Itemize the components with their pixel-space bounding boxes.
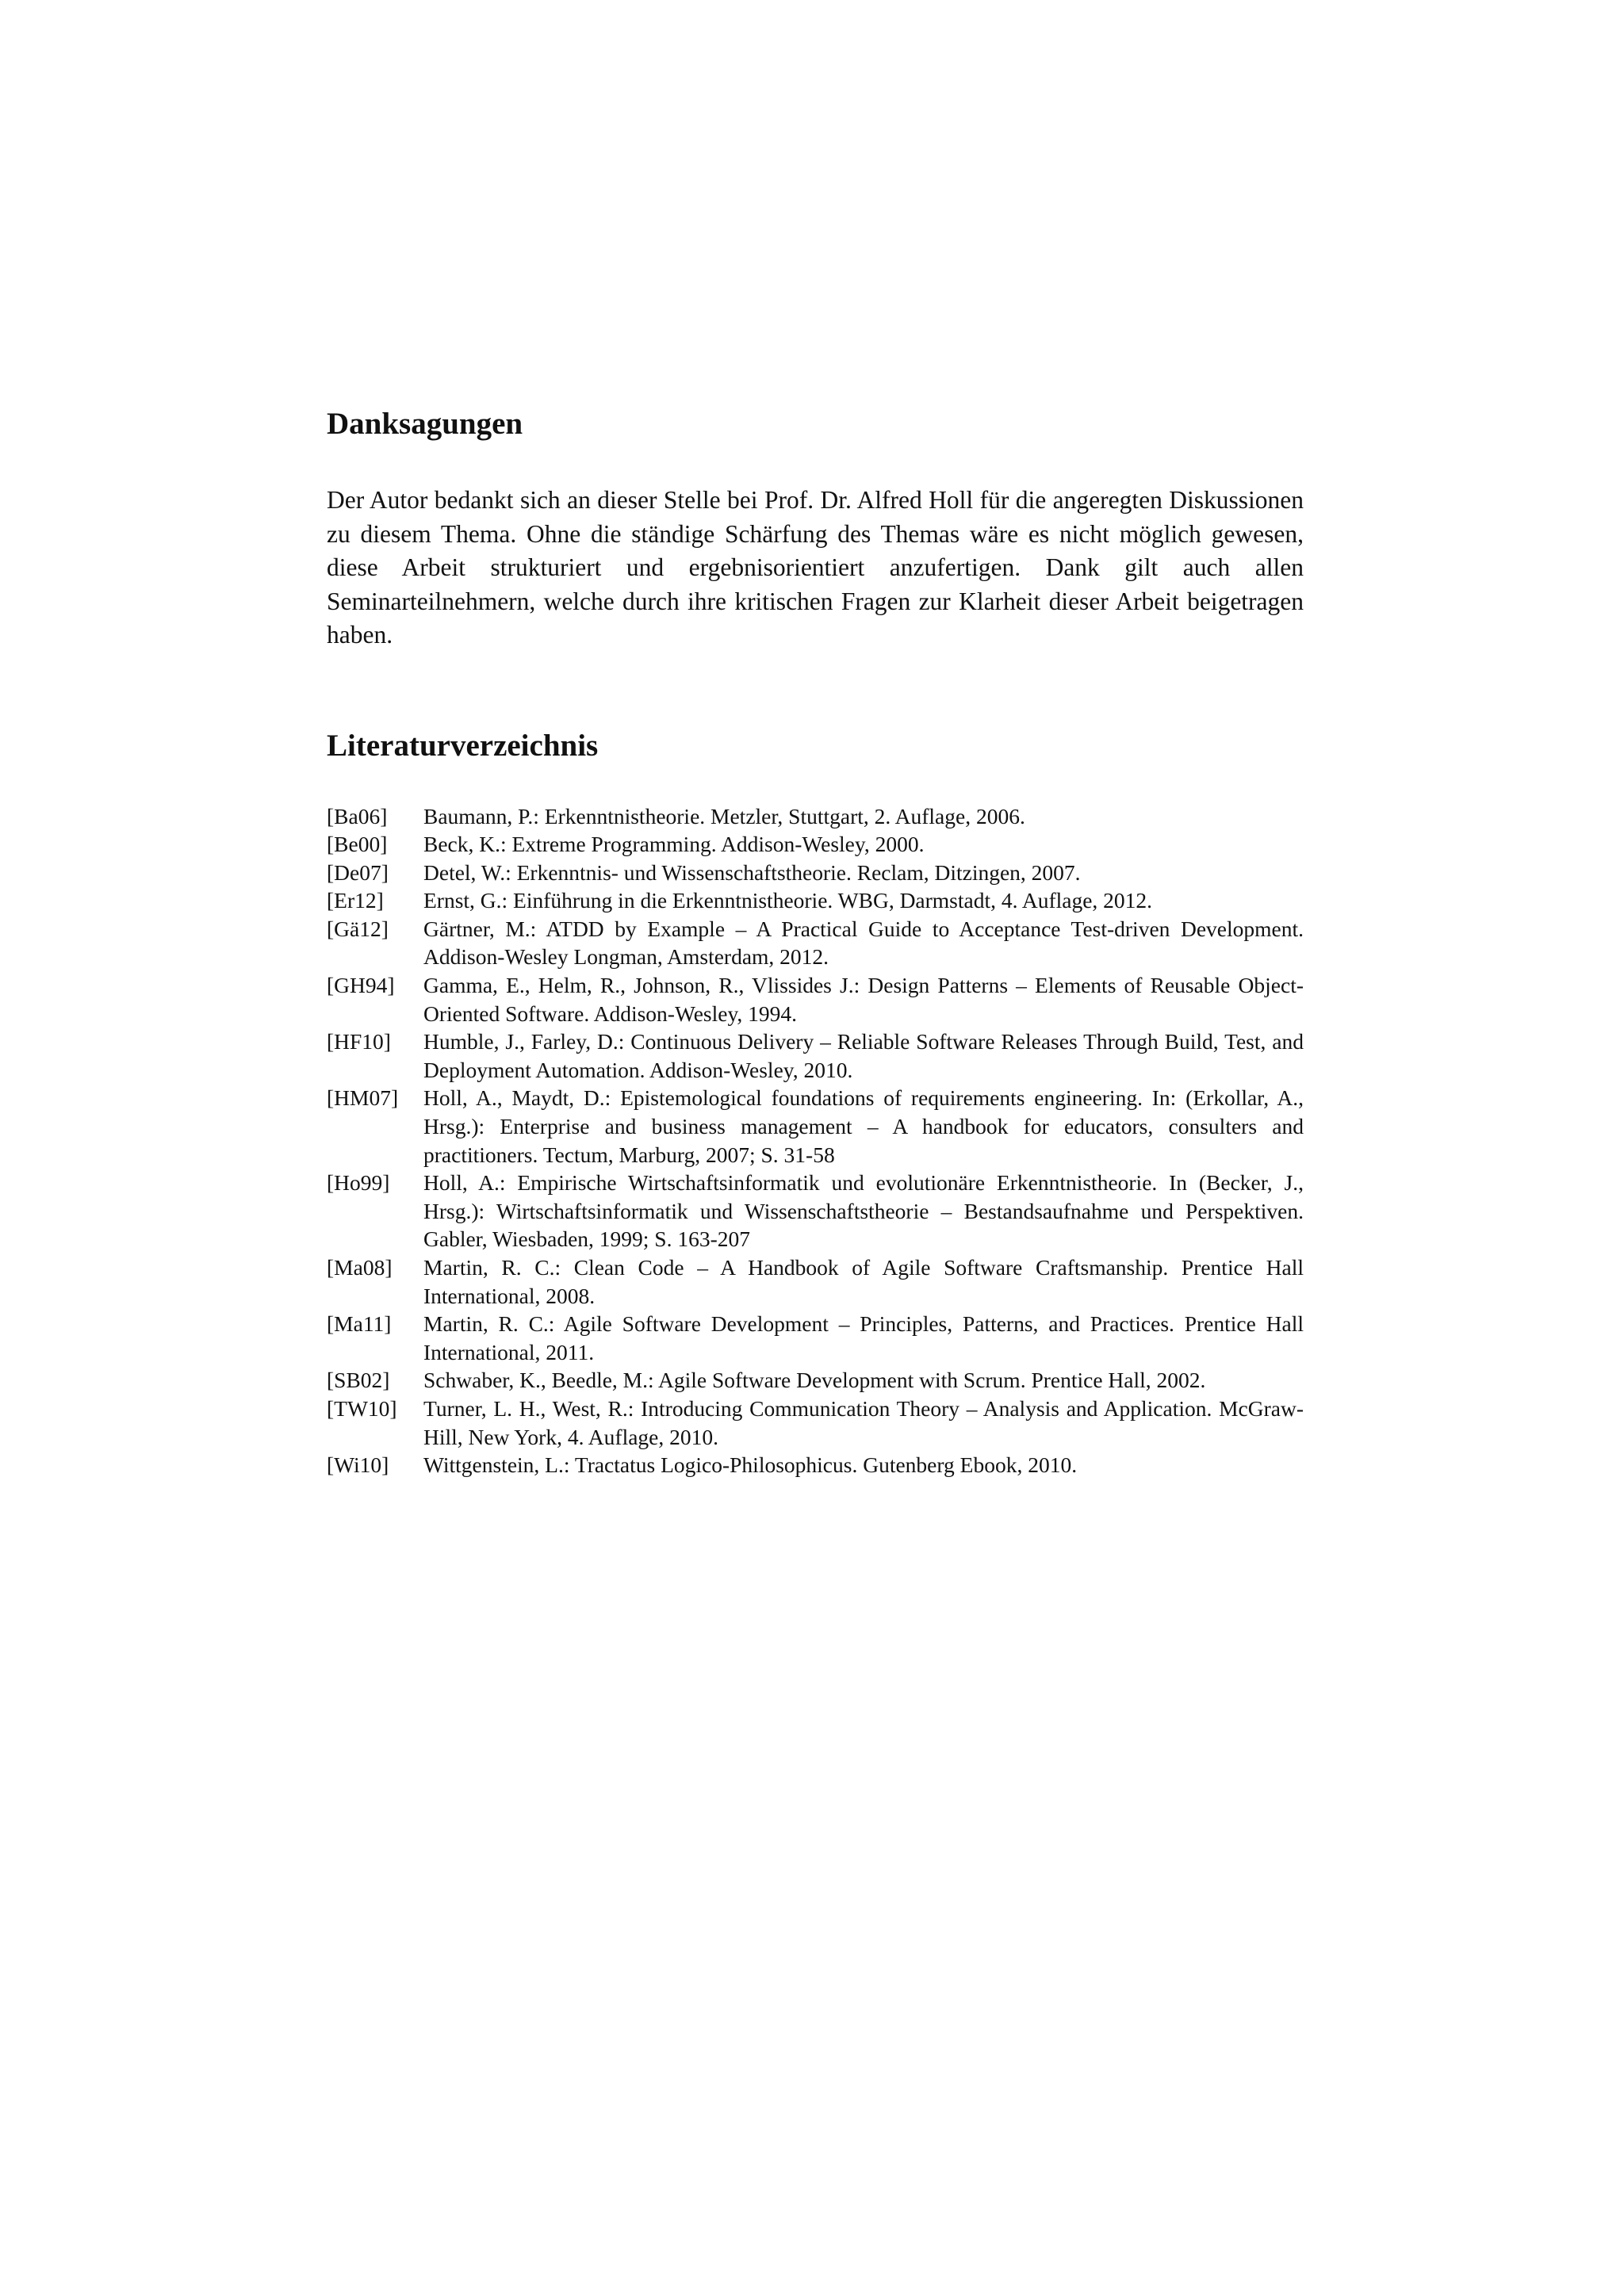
bibliography-entry xyxy=(327,1169,1304,1253)
bibliography-entry xyxy=(327,1084,1304,1169)
citation-text: Gärtner, M.: ATDD by Example – A Practical Guide to Acceptance Test-driven Development. Addison-Wesley Longman, Amsterdam, 2012. xyxy=(423,916,1304,970)
citation-text: Baumann, P.: Erkenntnistheorie. Metzler, Stuttgart, 2. Auflage, 2006. xyxy=(423,803,1025,828)
citation-key: [Ma11] xyxy=(327,1311,392,1337)
citation-key: [Ma08] xyxy=(327,1255,393,1280)
bibliography-list xyxy=(327,802,1304,1479)
citation-key: [SB02] xyxy=(327,1368,390,1393)
bibliography-entry xyxy=(327,1395,1304,1451)
citation-text: Schwaber, K., Beedle, M.: Agile Software Development with Scrum. Prentice Hall, 2002. xyxy=(423,1368,1206,1393)
bibliography-entry xyxy=(327,915,1304,971)
citation-key: [Er12] xyxy=(327,888,384,913)
citation-key: [Wi10] xyxy=(327,1452,389,1478)
acknowledgements-heading: Danksagungen xyxy=(327,407,523,441)
citation-text: Detel, W.: Erkenntnis- und Wissenschaftstheorie. Reclam, Ditzingen, 2007. xyxy=(423,859,1081,885)
citation-key: [De07] xyxy=(327,859,389,885)
bibliography-entry xyxy=(327,971,1304,1027)
bibliography-heading: Literaturverzeichnis xyxy=(327,728,599,763)
citation-text: Holl, A.: Empirische Wirtschaftsinformatik und evolutionäre Erkenntnistheorie. In (Becker, J., Hrsg.): Wirtschaftsinformatik und Wissenschaftstheorie – Bestandsaufnahme und Perspektiven. Gabler, Wiesbaden, 1999; S. 163-207 xyxy=(423,1170,1304,1252)
acknowledgements-text: Der Autor bedankt sich an dieser Stelle bei Prof. Dr. Alfred Holl für die angeregten Diskussionen zu diesem Thema. Ohne die ständige Schärfung des Themas wäre es nicht möglich gewesen, diese Arbeit strukturiert und ergebnisorientiert anzufertigen. Dank gilt auch allen Seminarteilnehmern, welche durch ihre kritischen Fragen zur Klarheit dieser Arbeit beigetragen haben. xyxy=(327,486,1304,649)
bibliography-entry xyxy=(327,830,1304,859)
citation-key: [Ba06] xyxy=(327,803,388,828)
bibliography-entry xyxy=(327,1310,1304,1366)
citation-text: Martin, R. C.: Clean Code – A Handbook of Agile Software Craftsmanship. Prentice Hall International, 2008. xyxy=(423,1255,1304,1308)
citation-text: Holl, A., Maydt, D.: Epistemological foundations of requirements engineering. In: (Erkollar, A., Hrsg.): Enterprise and business management – A handbook for educators, consulters and practitioners. Tectum, Marburg, 2007; S. 31-58 xyxy=(423,1085,1304,1167)
citation-key: [Be00] xyxy=(327,832,388,857)
citation-text: Ernst, G.: Einführung in die Erkenntnistheorie. WBG, Darmstadt, 4. Auflage, 2012. xyxy=(423,888,1153,913)
bibliography-entry xyxy=(327,886,1304,915)
citation-text: Martin, R. C.: Agile Software Development – Principles, Patterns, and Practices. Prentice Hall International, 2011. xyxy=(423,1311,1304,1364)
citation-text: Beck, K.: Extreme Programming. Addison-Wesley, 2000. xyxy=(423,832,925,857)
page-content xyxy=(327,404,1304,1479)
bibliography-entry xyxy=(327,1451,1304,1479)
citation-text: Humble, J., Farley, D.: Continuous Delivery – Reliable Software Releases Through Build, Test, and Deployment Automation. Addison-Wesley, 2010. xyxy=(423,1029,1304,1082)
bibliography-entry xyxy=(327,859,1304,887)
citation-key: [GH94] xyxy=(327,973,395,998)
citation-key: [Ho99] xyxy=(327,1170,390,1196)
citation-key: [HF10] xyxy=(327,1029,391,1054)
citation-key: [Gä12] xyxy=(327,916,389,941)
bibliography-entry xyxy=(327,1366,1304,1395)
citation-text: Wittgenstein, L.: Tractatus Logico-Philosophicus. Gutenberg Ebook, 2010. xyxy=(423,1452,1078,1478)
citation-text: Gamma, E., Helm, R., Johnson, R., Vlissides J.: Design Patterns – Elements of Reusable Object-Oriented Software. Addison-Wesley, 1994. xyxy=(423,973,1304,1026)
bibliography-entry xyxy=(327,802,1304,831)
bibliography-entry xyxy=(327,1027,1304,1084)
citation-key: [HM07] xyxy=(327,1085,399,1111)
citation-key: [TW10] xyxy=(327,1395,397,1421)
citation-text: Turner, L. H., West, R.: Introducing Communication Theory – Analysis and Application. McGraw-Hill, New York, 4. Auflage, 2010. xyxy=(423,1395,1304,1449)
bibliography-entry xyxy=(327,1253,1304,1310)
